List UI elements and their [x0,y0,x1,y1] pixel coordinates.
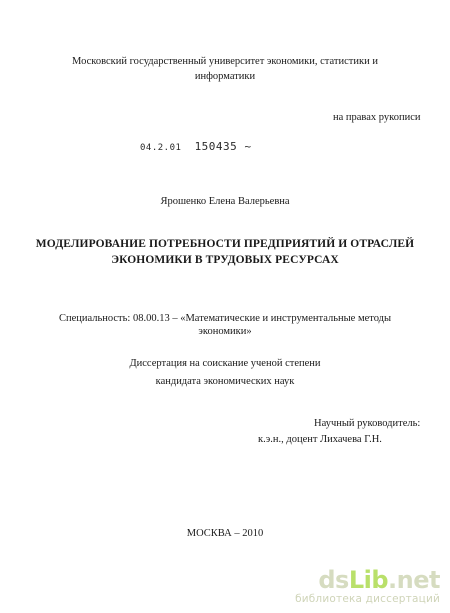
city-year: МОСКВА – 2010 [186,528,264,539]
watermark-subtitle: библиотека диссертаций [295,593,440,605]
watermark [295,568,440,605]
stamp-prefix: 04.2.01 [140,143,182,153]
specialty-line-1: Специальность: 08.00.13 – «Математические и инструментальные методы [58,313,392,324]
university-line-2: информатики [194,71,256,82]
dissertation-line-1: Диссертация на соискание ученой степени [129,358,321,369]
rights-note: на правах рукописи [333,112,421,123]
watermark-brand: dsLib.net [318,566,440,594]
title-line-1: МОДЕЛИРОВАНИЕ ПОТРЕБНОСТИ ПРЕДПРИЯТИЙ И ОТРАСЛЕЙ [35,238,415,250]
dissertation-line-2: кандидата экономических наук [155,376,295,387]
title-line-2: ЭКОНОМИКИ В ТРУДОВЫХ РЕСУРСАХ [111,254,339,266]
author-name: Ярошенко Елена Валерьевна [160,196,290,207]
specialty-line-2: экономики» [198,326,252,337]
archive-stamp [140,140,252,153]
stamp-mark: ~ [244,140,252,153]
university-line-1: Московский государственный университет экономики, статистики и [72,56,378,67]
supervisor-name: к.э.н., доцент Лихачева Г.Н. [258,434,382,445]
supervisor-label: Научный руководитель: [314,418,421,429]
stamp-number: 150435 [194,140,238,153]
